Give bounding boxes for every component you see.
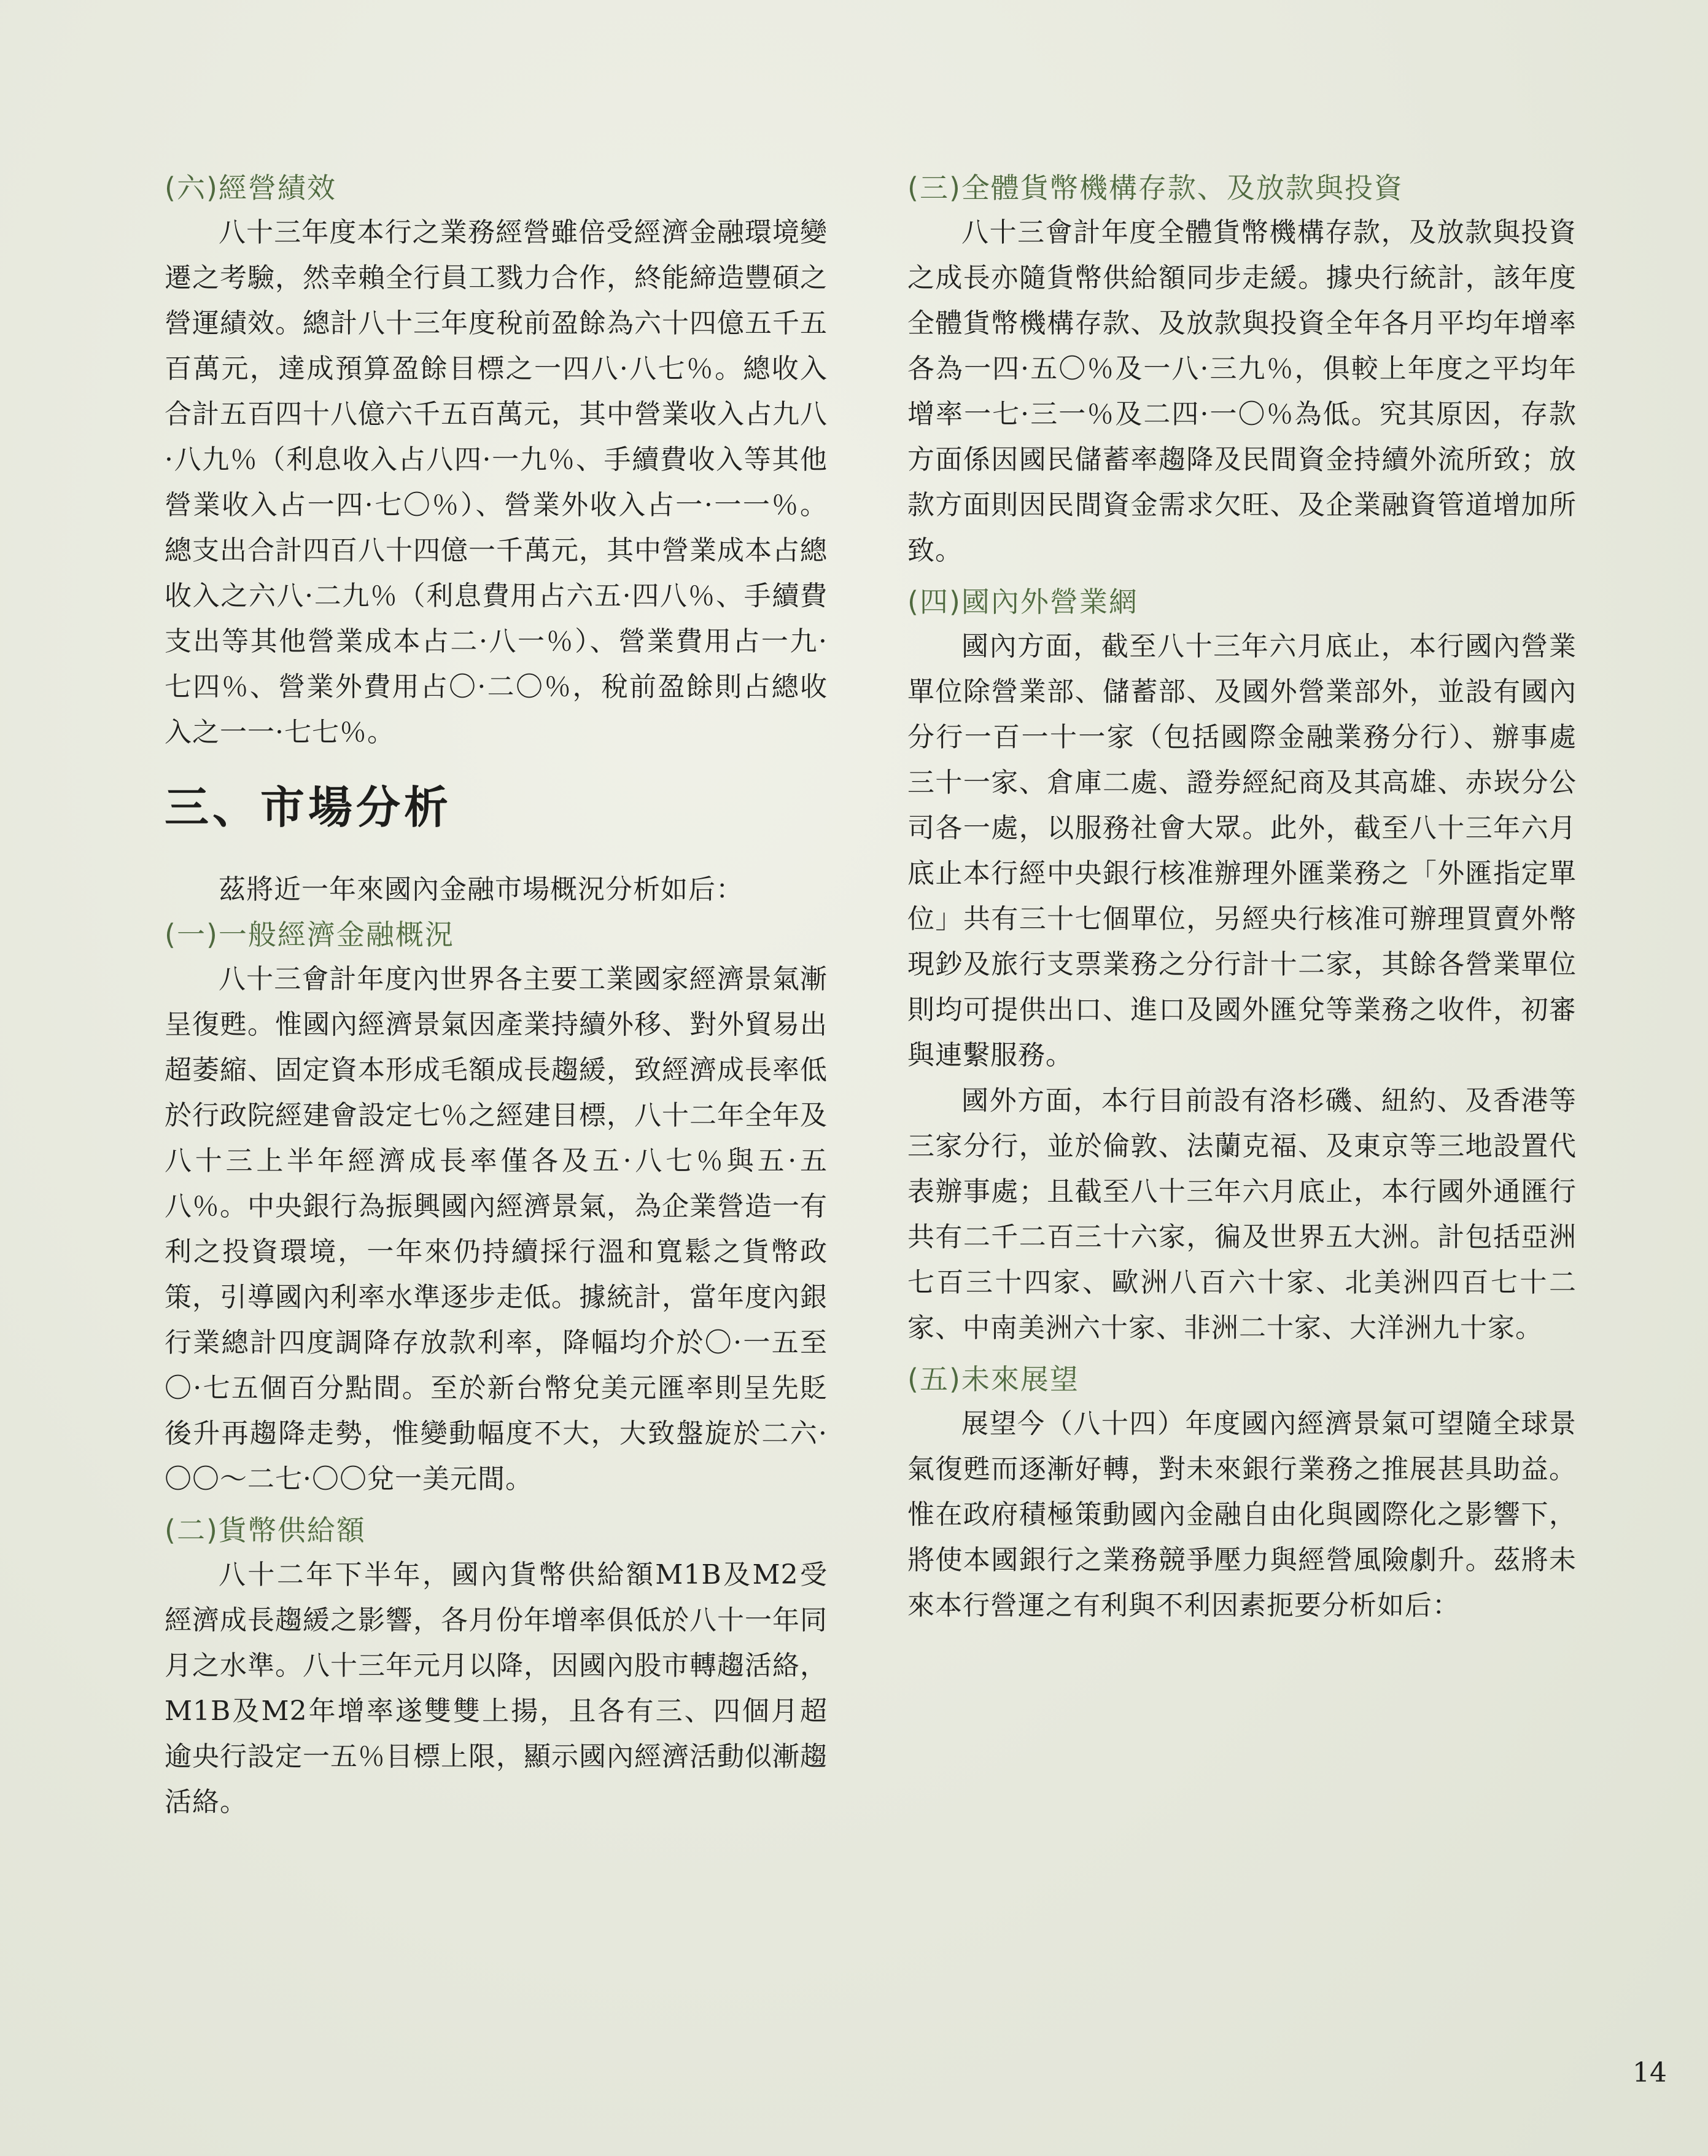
paragraph-deposits-loans: 八十三會計年度全體貨幣機構存款，及放款與投資之成長亦隨貨幣供給額同步走緩。據央行統計，該年度全體貨幣機構存款、及放款與投資全年各月平均年增率各為一四·五〇％及一八·三九％，俱較上年度之平均年增率一七·三一％及二四·一〇％為低。究其原因，存款方面係因國民儲蓄率趨降及民間資金持續外流所致；放款方面則因民間資金需求欠旺、及企業融資管道增加所致。 bbox=[907, 217, 1577, 566]
paragraph-economy: 八十三會計年度內世界各主要工業國家經濟景氣漸呈復甦。惟國內經濟景氣因產業持續外移、對外貿易出超萎縮、固定資本形成毛額成長趨緩，致經濟成長率低於行政院經建會設定七％之經建目標，八十二年全年及八十三上半年經濟成長率僅各及五·八七％與五·五八％。中央銀行為振興國內經濟景氣，為企業營造一有利之投資環境，一年來仍持續採行溫和寬鬆之貨幣政策，引導國內利率水準逐步走低。據統計，當年度內銀行業總計四度調降存放款利率，降幅均介於〇·一五至〇·七五個百分點間。至於新台幣兌美元匯率則呈先貶後升再趨降走勢，惟變動幅度不大，大致盤旋於二六·〇〇～二七·〇〇兌一美元間。 bbox=[165, 963, 828, 1495]
paragraph-overseas-network: 國外方面，本行目前設有洛杉磯、紐約、及香港等三家分行，並於倫敦、法蘭克福、及東京等三地設置代表辦事處；且截至八十三年六月底止，本行國外通匯行共有二千二百三十六家，徧及世界五大洲。計包括亞洲七百三十四家、歐洲八百六十家、北美洲四百七十二家、中南美洲六十家、非洲二十家、大洋洲九十家。 bbox=[907, 1085, 1577, 1344]
left-column bbox=[165, 166, 828, 1825]
subsection-title-money-supply: (二)貨幣供給額 bbox=[165, 1514, 366, 1547]
right-column bbox=[907, 166, 1577, 1629]
paragraph-money-supply: 八十二年下半年，國內貨幣供給額M1B及M2受經濟成長趨緩之影響，各月份年增率俱低於八十一年同月之水準。八十三年元月以降，因國內股市轉趨活絡，M1B及M2年增率遂雙雙上揚，且各有三、四個月超逾央行設定一五％目標上限，顯示國內經濟活動似漸趨活絡。 bbox=[165, 1559, 828, 1818]
subsection-title-performance: (六)經營績效 bbox=[165, 171, 336, 204]
paragraph-domestic-network: 國內方面，截至八十三年六月底止，本行國內營業單位除營業部、儲蓄部、及國外營業部外，並設有國內分行一百一十一家（包括國際金融業務分行）、辦事處三十一家、倉庫二處、證券經紀商及其高雄、赤崁分公司各一處，以服務社會大眾。此外，截至八十三年六月底止本行經中央銀行核准辦理外匯業務之「外匯指定單位」共有三十七個單位，另經央行核准可辦理買賣外幣現鈔及旅行支票業務之分行計十二家，其餘各營業單位則均可提供出口、進口及國外匯兌等業務之收件，初審與連繫服務。 bbox=[907, 631, 1577, 1071]
paragraph-performance: 八十三年度本行之業務經營雖倍受經濟金融環境變遷之考驗，然幸賴全行員工戮力合作，終能締造豐碩之營運績效。總計八十三年度稅前盈餘為六十四億五千五百萬元，達成預算盈餘目標之一四八·八七％。總收入合計五百四十八億六千五百萬元，其中營業收入占九八·八九％（利息收入占八四·一九％、手續費收入等其他營業收入占一四·七〇％）、營業外收入占一·一一％。總支出合計四百八十四億一千萬元，其中營業成本占總收入之六八·二九％（利息費用占六五·四八％、手續費支出等其他營業成本占二·八一％）、營業費用占一九·七四％、營業外費用占〇·二〇％，稅前盈餘則占總收入之一一·七七％。 bbox=[165, 217, 828, 748]
section-title-market-analysis: 三、市場分析 bbox=[165, 782, 452, 833]
paragraph-intro: 茲將近一年來國內金融市場概況分析如后： bbox=[219, 874, 743, 905]
page-number: 14 bbox=[1632, 2057, 1667, 2088]
paragraph-outlook: 展望今（八十四）年度國內經濟景氣可望隨全球景氣復甦而逐漸好轉，對未來銀行業務之推展甚具助益。惟在政府積極策動國內金融自由化與國際化之影響下，將使本國銀行之業務競爭壓力與經營風險劇升。茲將未來本行營運之有利與不利因素扼要分析如后： bbox=[907, 1408, 1577, 1621]
subsection-title-outlook: (五)未來展望 bbox=[907, 1363, 1079, 1396]
subsection-title-economy: (一)一般經濟金融概況 bbox=[165, 918, 454, 951]
subsection-title-deposits-loans: (三)全體貨幣機構存款、及放款與投資 bbox=[907, 171, 1403, 204]
subsection-title-network: (四)國內外營業網 bbox=[907, 585, 1138, 618]
